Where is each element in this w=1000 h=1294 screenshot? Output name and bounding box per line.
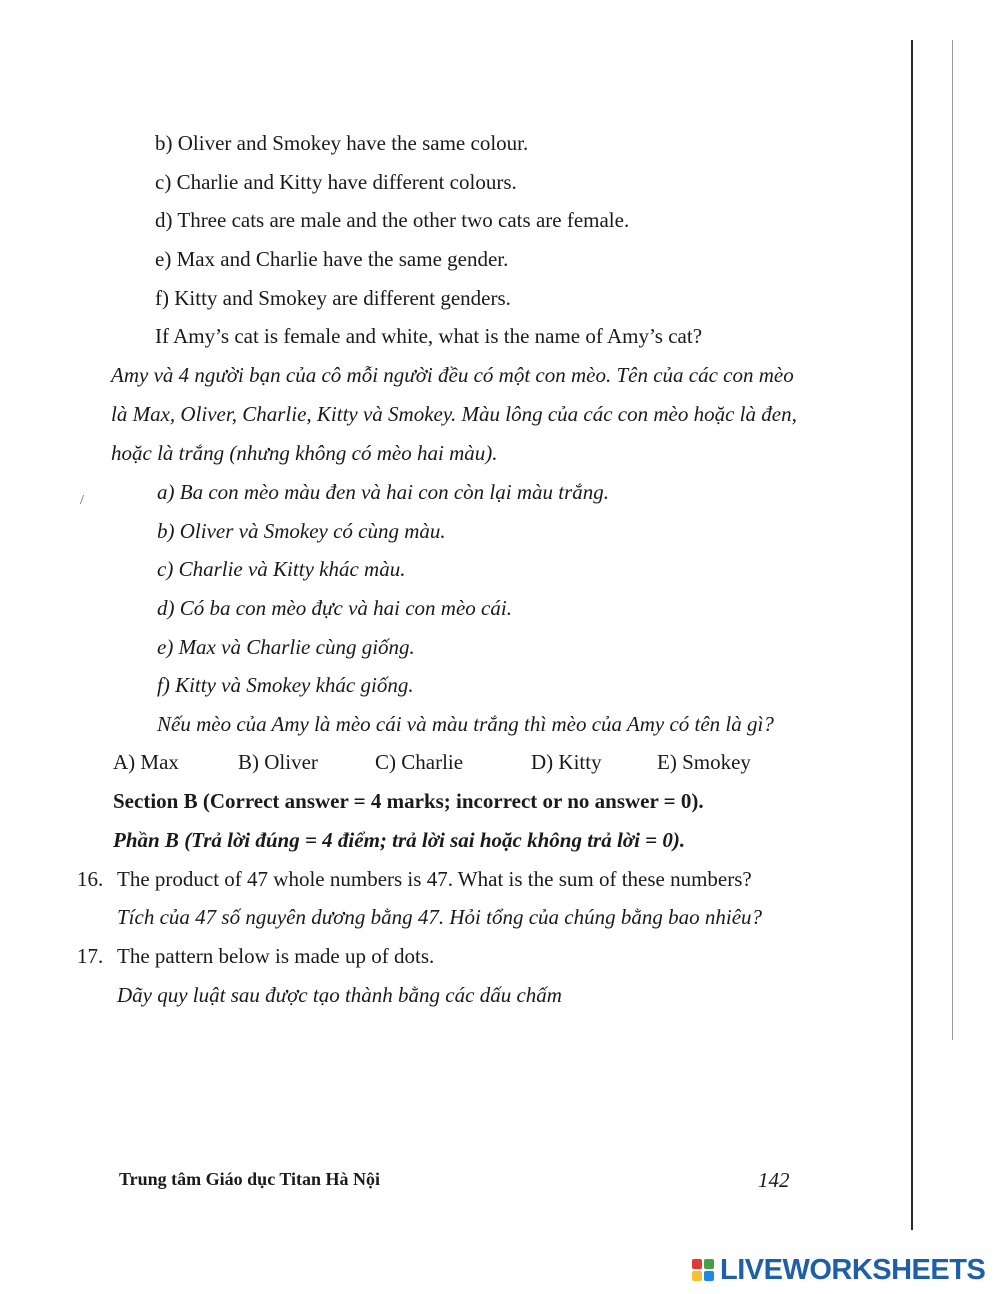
english-condition-f: f) Kitty and Smokey are different genders. xyxy=(155,286,511,310)
english-condition-b: b) Oliver and Smokey have the same colour. xyxy=(155,131,529,155)
question-16-number: 16. xyxy=(77,867,104,891)
brand-square-4 xyxy=(704,1271,714,1281)
brand-name: LIVEWORKSHEETS xyxy=(720,1253,986,1286)
vi-condition-b: b) Oliver và Smokey có cùng màu. xyxy=(157,519,446,543)
question-16-text: The product of 47 whole numbers is 47. What is the sum of these numbers? xyxy=(117,867,752,891)
english-condition-e: e) Max and Charlie have the same gender. xyxy=(155,247,509,271)
question-17-number: 17. xyxy=(77,944,104,968)
section-b-heading-vi: Phần B (Trả lời đúng = 4 điểm; trả lời sai hoặc không trả lời = 0). xyxy=(113,828,686,852)
vi-condition-a: a) Ba con mèo màu đen và hai con còn lại màu trắng. xyxy=(157,480,610,504)
english-condition-d: d) Three cats are male and the other two cats are female. xyxy=(155,208,630,232)
vi-condition-e: e) Max và Charlie cùng giống. xyxy=(157,635,415,659)
vi-question: Nếu mèo của Amy là mèo cái và màu trắng thì mèo của Amy có tên là gì? xyxy=(157,712,774,736)
page-edge-line xyxy=(911,40,913,1230)
english-condition-c: c) Charlie and Kitty have different colours. xyxy=(155,170,517,194)
english-question: If Amy’s cat is female and white, what is the name of Amy’s cat? xyxy=(155,324,703,348)
option-c: C) Charlie xyxy=(375,750,464,774)
option-b: B) Oliver xyxy=(238,750,318,774)
vi-condition-f: f) Kitty và Smokey khác giống. xyxy=(157,673,414,697)
question-16-text-vi: Tích của 47 số nguyên dương bằng 47. Hỏi tổng của chúng bằng bao nhiêu? xyxy=(117,905,763,929)
section-b-heading: Section B (Correct answer = 4 marks; incorrect or no answer = 0). xyxy=(113,789,704,813)
liveworksheets-logo xyxy=(692,1253,985,1287)
brand-square-2 xyxy=(704,1259,714,1269)
vi-condition-d: d) Có ba con mèo đực và hai con mèo cái. xyxy=(157,596,512,620)
footer-center-name: Trung tâm Giáo dục Titan Hà Nội xyxy=(119,1169,381,1189)
option-e: E) Smokey xyxy=(657,750,751,774)
vi-condition-c: c) Charlie và Kitty khác màu. xyxy=(157,557,406,581)
scan-mark: / xyxy=(80,493,84,508)
footer-page-number: 142 xyxy=(758,1168,790,1192)
brand-square-3 xyxy=(692,1271,702,1281)
option-d: D) Kitty xyxy=(531,750,602,774)
brand-grid-icon xyxy=(692,1259,714,1281)
vi-intro-line-2: là Max, Oliver, Charlie, Kitty và Smokey. Màu lông của các con mèo hoặc là đen, xyxy=(111,402,797,426)
page-edge-shadow xyxy=(952,40,953,1040)
brand-square-1 xyxy=(692,1259,702,1269)
option-a: A) Max xyxy=(113,750,179,774)
vi-intro-line-3: hoặc là trắng (nhưng không có mèo hai màu). xyxy=(111,441,498,465)
question-17-text: The pattern below is made up of dots. xyxy=(117,944,435,968)
question-17-text-vi: Dãy quy luật sau được tạo thành bằng các dấu chấm xyxy=(117,983,562,1007)
vi-intro-line-1: Amy và 4 người bạn của cô mỗi người đều có một con mèo. Tên của các con mèo xyxy=(111,363,794,387)
